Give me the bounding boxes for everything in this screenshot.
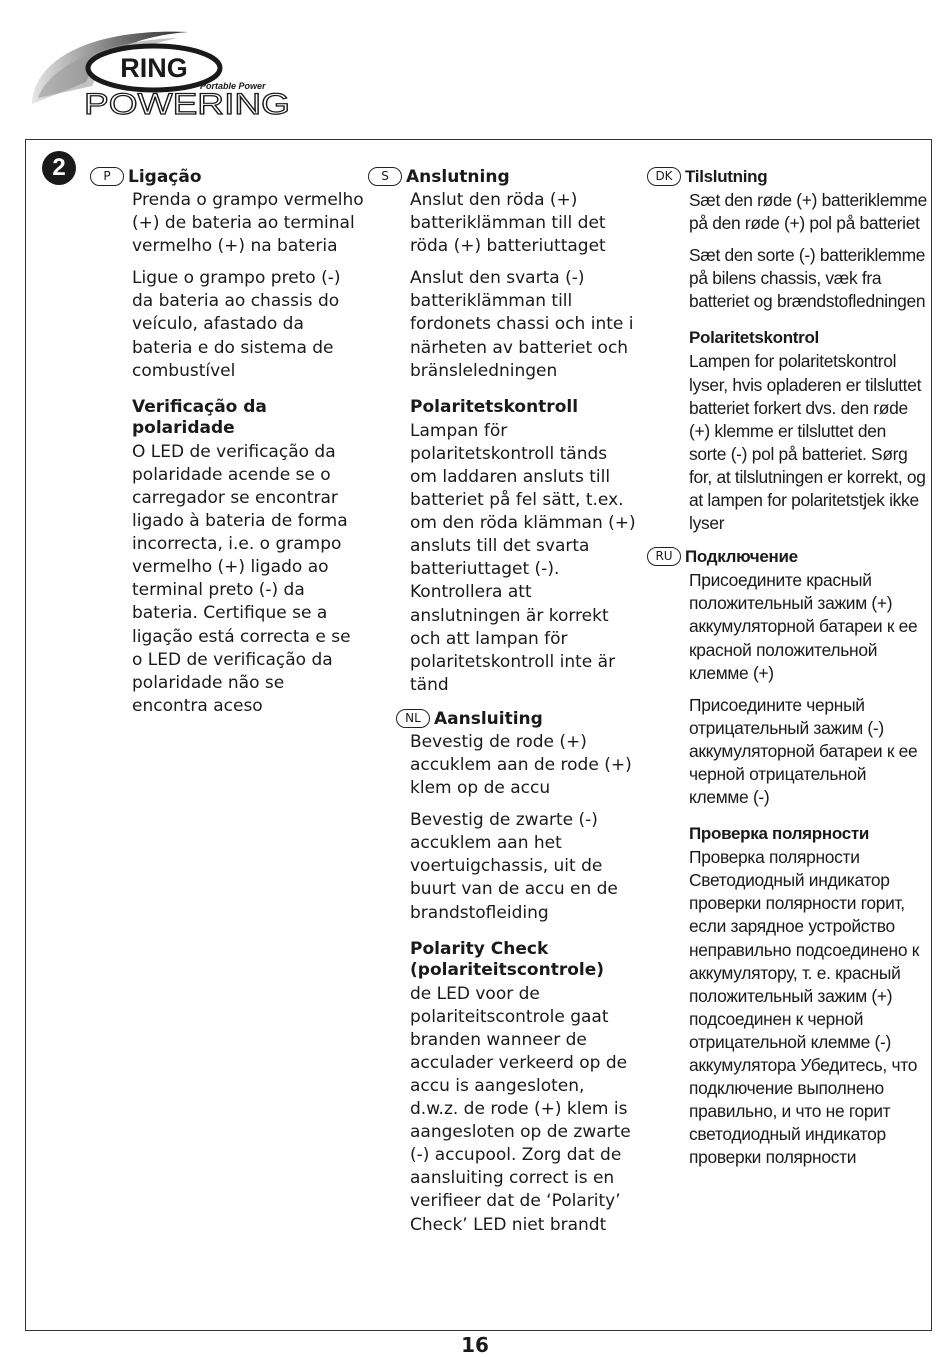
subheading: Проверка полярности xyxy=(689,824,870,844)
subheading: Polaritetskontroll xyxy=(410,396,579,417)
logo-graphic xyxy=(28,26,298,118)
page-number: 16 xyxy=(461,1333,489,1357)
paragraph: Anslut den röda (+) batteriklämman till det röda (+) batteriuttaget xyxy=(410,190,606,257)
paragraph: Присоедините черный отрицательный зажим (-) аккумуляторной батареи к ее черной отрицательной клемме (-) xyxy=(689,694,918,808)
section-danish xyxy=(647,164,927,535)
section-title: Подключение xyxy=(685,547,798,567)
step-number-badge: 2 xyxy=(42,151,76,185)
paragraph: Anslut den svarta (-) batteriklämman till fordonets chassi och inte i närheten av batteriet och bränsleledningen xyxy=(410,268,634,381)
section-title: Ligação xyxy=(128,167,202,187)
logo-tagline: Portable Power xyxy=(200,81,266,91)
paragraph: Bevestig de zwarte (-) accuklem aan het voertuigchassis, uit de buurt van de accu en de brandstofleiding xyxy=(410,810,618,923)
subheading: Verificação da polaridade xyxy=(132,396,267,438)
language-badge-ru: RU xyxy=(647,547,681,566)
paragraph: Prenda o grampo vermelho (+) de bateria ao terminal vermelho (+) na bateria xyxy=(132,190,364,257)
paragraph: O LED de verificação da polaridade acende se o carregador se encontrar ligado à bateria de forma incorrecta, i.e. o grampo vermelho (+) ligado ao terminal preto (-) da bateria. Certifique se a ligação está correcta e se o LED de verificação da polaridade não se encontra aceso xyxy=(132,441,351,716)
language-badge-dk: DK xyxy=(647,167,681,186)
section-dutch xyxy=(368,706,638,1237)
paragraph: Ligue o grampo preto (-) da bateria ao chassis do veículo, afastado da bateria e do sistema de combustível xyxy=(132,268,341,381)
column-middle xyxy=(368,164,638,1246)
paragraph: Проверка полярности Светодиодный индикатор проверки полярности горит, если зарядное устройство неправильно подсоединено к аккумулятору, т. е. красный положительный зажим (+) подсоединен к черной отрицательной клемме (-) аккумулятора Убедитесь, что подключение выполнено правильно, и что не горит светодиодный индикатор проверки полярности xyxy=(689,847,920,1168)
paragraph: Присоедините красный положительный зажим (+) аккумуляторной батареи к ее красной положительной клемме (+) xyxy=(689,570,918,683)
section-title: Anslutning xyxy=(406,167,510,187)
paragraph: Sæt den røde (+) batteriklemme på den røde (+) pol på batteriet xyxy=(689,190,927,234)
paragraph: Bevestig de rode (+) accuklem aan de rode (+) klem op de accu xyxy=(410,731,632,799)
language-badge-s: S xyxy=(368,167,402,186)
subheading: Polarity Check (polariteitscontrole) xyxy=(410,938,605,980)
column-right xyxy=(647,164,927,1178)
language-badge-p: P xyxy=(90,167,124,186)
section-swedish xyxy=(368,164,638,697)
paragraph: de LED voor de polariteitscontrole gaat branden wanneer de acculader verkeerd op de accu is aangesloten, d.w.z. de rode (+) klem is aangesloten op de zwarte (-) accupool. Zorg dat de aansluiting correct is en verifieer dat de ‘Polarity’ Check’ LED niet brandt xyxy=(410,983,631,1235)
logo-brand: RING xyxy=(120,53,188,83)
subheading: Polaritetskontrol xyxy=(689,328,819,348)
paragraph: Lampen for polaritetskontrol lyser, hvis opladeren er tilsluttet batteriet forkert dvs. den røde (+) klemme er tilsluttet den sorte (-) pol på batteriet. Sørg for, at tilslutningen er korrekt, og at lampen for polaritetstjek ikke lyser xyxy=(689,351,926,534)
section-title: Tilslutning xyxy=(685,167,768,186)
logo-product: POWERING xyxy=(84,88,290,118)
section-portuguese xyxy=(90,164,365,727)
paragraph: Lampan för polaritetskontroll tänds om laddaren ansluts till batteriet på fel sätt, t.ex. om den röda klämman (+) ansluts till det svarta batteriuttaget (-). Kontrollera att anslutningen är korrekt och att lampan för polaritetskontroll inte är tänd xyxy=(410,420,636,695)
section-russian xyxy=(647,544,927,1169)
paragraph: Sæt den sorte (-) batteriklemme på bilens chassis, væk fra batteriet og brændstofledningen xyxy=(689,245,926,312)
section-title: Aansluiting xyxy=(434,708,543,729)
ring-powering-logo xyxy=(28,26,298,118)
language-badge-nl: NL xyxy=(396,709,430,728)
